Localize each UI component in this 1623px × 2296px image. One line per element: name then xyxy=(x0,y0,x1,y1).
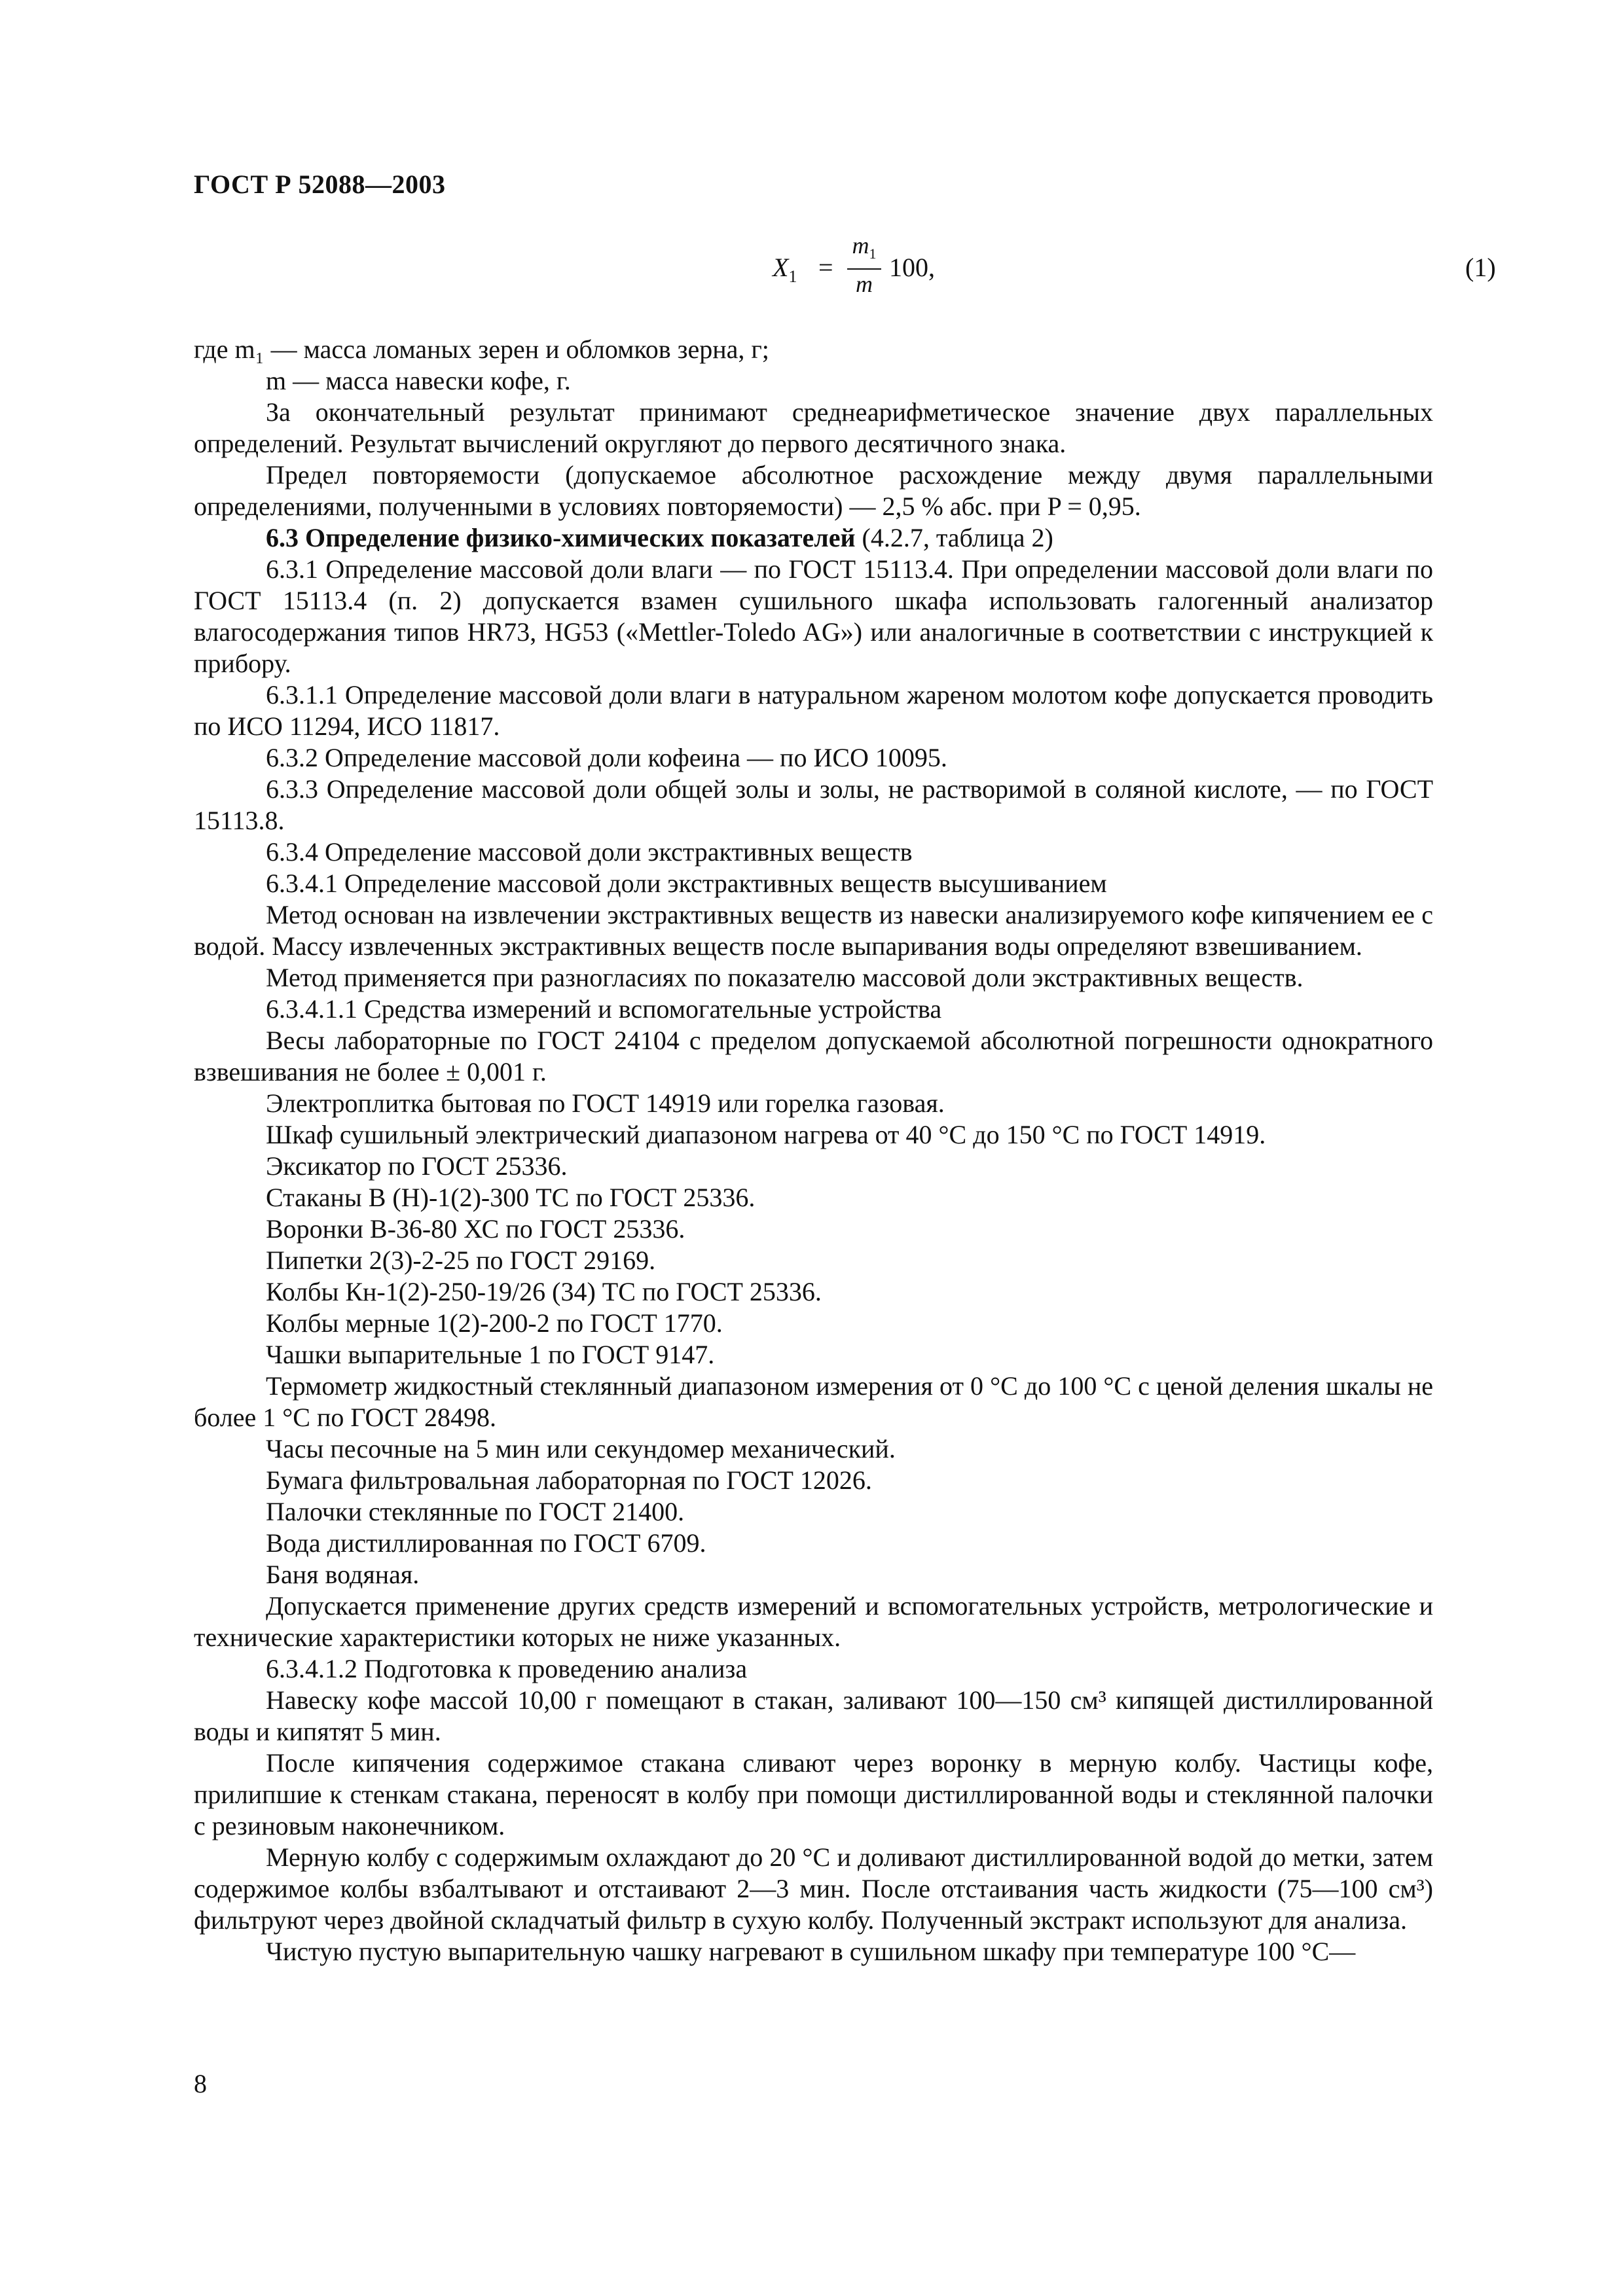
fraction-bar xyxy=(847,268,881,270)
equipment-item: Баня водяная. xyxy=(266,1560,420,1589)
formula-1 xyxy=(773,232,982,304)
paragraph: 6.3.4.1 Определение массовой доли экстрактивных веществ высушиванием xyxy=(266,869,1107,898)
paragraph: Навеску кофе массой 10,00 г помещают в стакан, заливают 100—150 см³ кипящей дистиллированной воды и кипятят 5 мин. xyxy=(194,1685,1433,1746)
paragraph: Допускается применение других средств измерений и вспомогательных устройств, метрологические и технические характеристики которых не ниже указанных. xyxy=(194,1591,1433,1652)
equipment-item: Весы лабораторные по ГОСТ 24104 с пределом допускаемой абсолютной погрешности однократного взвешивания не более ± 0,001 г. xyxy=(194,1026,1433,1086)
paragraph: Предел повторяемости (допускаемое абсолютное расхождение между двумя параллельными определениями, полученными в условиях повторяемости) — 2,5 % абс. при P = 0,95. xyxy=(194,460,1433,521)
equipment-item: Бумага фильтровальная лабораторная по ГОСТ 12026. xyxy=(266,1465,872,1495)
equipment-item: Электроплитка бытовая по ГОСТ 14919 или горелка газовая. xyxy=(266,1088,945,1118)
paragraph: Метод основан на извлечении экстрактивных веществ из навески анализируемого кофе кипячением ее с водой. Массу извлеченных экстрактивных веществ после выпаривания воды определяют взвешиванием. xyxy=(194,900,1433,961)
paragraph: После кипячения содержимое стакана сливают через воронку в мерную колбу. Частицы кофе, прилипшие к стенкам стакана, переносят в колбу при помощи дистиллированной воды и стеклянной палочки с резиновым наконечником. xyxy=(194,1748,1433,1840)
paragraph: Чистую пустую выпарительную чашку нагревают в сушильном шкафу при температуре 100 °С— xyxy=(266,1937,1356,1966)
section-heading-bold: 6.3 Определение физико-химических показателей xyxy=(266,523,856,552)
paragraph: 6.3.4.1.2 Подготовка к проведению анализа xyxy=(266,1654,748,1683)
paragraph: Метод применяется при разногласиях по показателю массовой доли экстрактивных веществ. xyxy=(266,963,1304,992)
equipment-item: Колбы мерные 1(2)-200-2 по ГОСТ 1770. xyxy=(266,1308,723,1338)
formula-equals: = xyxy=(818,253,833,282)
equipment-item: Колбы Кн-1(2)-250-19/26 (34) ТС по ГОСТ 25336. xyxy=(266,1277,822,1306)
page-number: 8 xyxy=(194,2069,207,2098)
equipment-item: Термометр жидкостный стеклянный диапазоном измерения от 0 °С до 100 °С с ценой деления шкалы не более 1 °С по ГОСТ 28498. xyxy=(194,1371,1433,1432)
paragraph: 6.3.2 Определение массовой доли кофеина — по ИСО 10095. xyxy=(266,743,947,772)
document-header: ГОСТ Р 52088—2003 xyxy=(194,170,446,199)
paragraph: 6.3.4.1.1 Средства измерений и вспомогательные устройства xyxy=(266,994,942,1024)
section-heading-6-3 xyxy=(194,522,1433,554)
equipment-item: Часы песочные на 5 мин или секундомер механический. xyxy=(266,1434,896,1463)
paragraph: 6.3.3 Определение массовой доли общей золы и золы, не растворимой в соляной кислоте, — по ГОСТ 15113.8. xyxy=(194,774,1433,835)
where-line-2: m — масса навески кофе, г. xyxy=(266,366,571,395)
equipment-item: Стаканы В (Н)-1(2)-300 ТС по ГОСТ 25336. xyxy=(266,1183,756,1212)
paragraph: 6.3.4 Определение массовой доли экстрактивных веществ xyxy=(266,837,913,867)
paragraph: 6.3.1 Определение массовой доли влаги — по ГОСТ 15113.4. При определении массовой доли влаги по ГОСТ 15113.4 (п. 2) допускается взамен сушильного шкафа использовать галогенный анализатор влагосодержания типов HR73, HG53 («Mettler-Toledo AG») или аналогичные в соответствии с инструкцией к прибору. xyxy=(194,554,1433,678)
formula-lhs: $X_1$ xyxy=(773,253,797,286)
section-heading-ref: (4.2.7, таблица 2) xyxy=(855,523,1053,552)
paragraph: Мерную колбу с содержимым охлаждают до 20 °С и доливают дистиллированной водой до метки, затем содержимое колбы взбалтывают и отстаивают 2—3 мин. После отстаивания часть жидкости (75—100 см³) фильтруют через двойной складчатый фильтр в сухую колбу. Полученный экстракт используют для анализа. xyxy=(194,1842,1433,1935)
where-line-1: где m₁ — масса ломаных зерен и обломков зерна, г; xyxy=(194,334,769,364)
formula-factor: 100, xyxy=(889,253,935,282)
document-body xyxy=(194,334,1433,1967)
equipment-item: Палочки стеклянные по ГОСТ 21400. xyxy=(266,1497,685,1526)
formula-denominator: m xyxy=(856,271,873,298)
equipment-item: Вода дистиллированная по ГОСТ 6709. xyxy=(266,1528,706,1558)
paragraph: За окончательный результат принимают среднеарифметическое значение двух параллельных определений. Результат вычислений округляют до первого десятичного знака. xyxy=(194,397,1433,458)
equation-number: (1) xyxy=(1465,253,1496,282)
equipment-item: Шкаф сушильный электрический диапазоном нагрева от 40 °С до 150 °С по ГОСТ 14919. xyxy=(266,1120,1266,1149)
equipment-item: Эксикатор по ГОСТ 25336. xyxy=(266,1151,568,1181)
equipment-item: Чашки выпарительные 1 по ГОСТ 9147. xyxy=(266,1340,715,1369)
equipment-item: Воронки В-36-80 ХС по ГОСТ 25336. xyxy=(266,1214,685,1244)
formula-fraction xyxy=(845,232,884,297)
equipment-item: Пипетки 2(3)-2-25 по ГОСТ 29169. xyxy=(266,1246,656,1275)
formula-numerator: $m_1$ xyxy=(852,232,877,262)
paragraph: 6.3.1.1 Определение массовой доли влаги в натуральном жареном молотом кофе допускается проводить по ИСО 11294, ИСО 11817. xyxy=(194,680,1433,741)
